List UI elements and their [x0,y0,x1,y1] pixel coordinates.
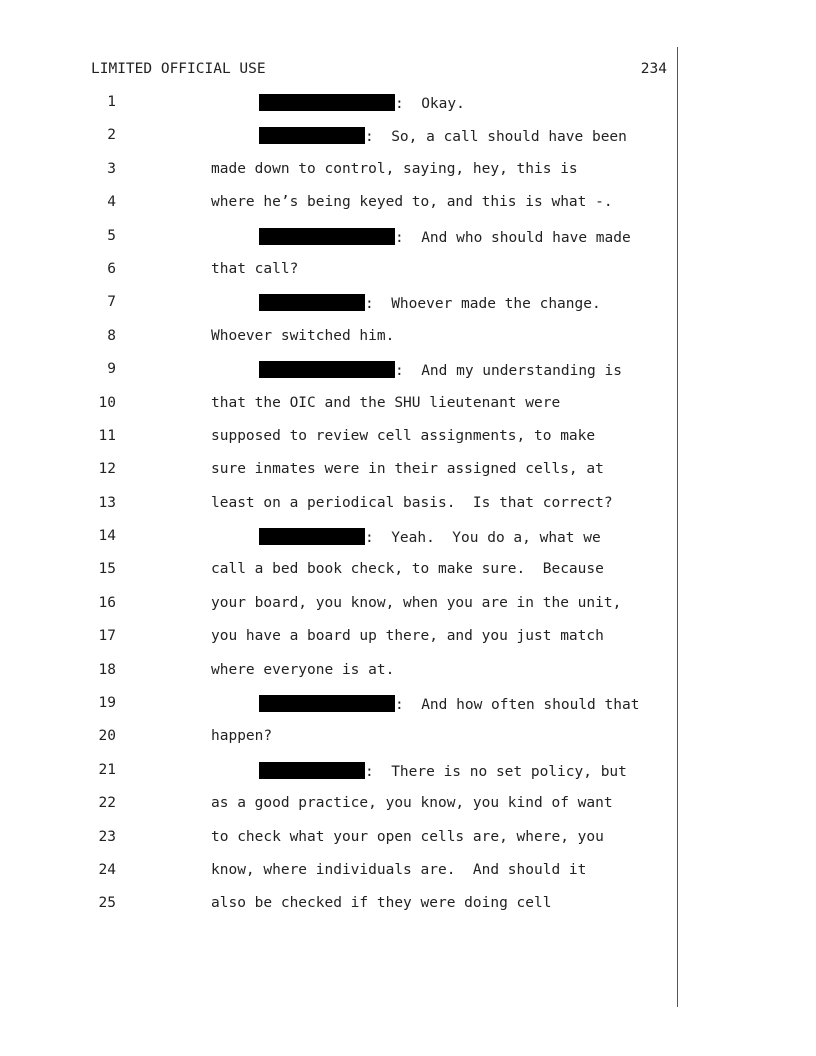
transcript-line [0,528,816,561]
line-number: 19 [98,695,116,712]
transcript-line [0,628,816,661]
transcript-line [0,94,816,127]
speaker-turn [259,294,601,312]
line-number: 4 [107,194,116,211]
line-number: 24 [98,861,116,878]
redacted-speaker-name [259,361,395,378]
redacted-speaker-name [259,94,395,111]
speaker-turn [259,695,639,713]
transcript-line [0,161,816,194]
line-text: to check what your open cells are, where, you [211,828,604,845]
page-number: 234 [640,61,667,77]
line-text: you have a board up there, and you just match [211,628,604,645]
line-number: 8 [107,327,116,344]
transcript-line [0,395,816,428]
redacted-speaker-name [259,762,365,779]
speaker-turn [259,528,601,546]
transcript-line [0,261,816,294]
line-number: 15 [98,561,116,578]
speaker-turn [259,762,627,780]
transcript-line [0,895,816,928]
line-number: 14 [98,528,116,545]
line-number: 17 [98,628,116,645]
line-number: 25 [98,895,116,912]
line-text: : Okay. [395,96,465,112]
line-number: 22 [98,795,116,812]
line-text: : So, a call should have been [365,129,627,146]
transcript-line [0,795,816,828]
line-number: 13 [98,494,116,511]
line-number: 3 [107,160,116,177]
line-text: where everyone is at. [211,661,395,678]
line-text: least on a periodical basis. Is that correct? [211,494,613,511]
line-text: your board, you know, when you are in the unit, [211,594,622,611]
line-text: : And who should have made [395,229,631,246]
transcript-line [0,294,816,327]
transcript-line [0,461,816,494]
line-text: sure inmates were in their assigned cells, at [211,461,604,478]
line-number: 16 [98,594,116,611]
line-text: where he’s being keyed to, and this is what -. [211,194,613,211]
transcript-line [0,595,816,628]
transcript-lines [0,94,816,929]
line-number: 2 [107,127,116,144]
line-text: know, where individuals are. And should it [211,861,587,878]
redacted-speaker-name [259,695,395,712]
transcript-line [0,762,816,795]
redacted-speaker-name [259,528,365,545]
redacted-speaker-name [259,127,365,144]
transcript-line [0,662,816,695]
transcript-line [0,428,816,461]
line-number: 20 [98,728,116,745]
line-number: 23 [98,828,116,845]
line-number: 9 [107,361,116,378]
line-text: that call? [211,260,299,277]
transcript-line [0,862,816,895]
line-text: : And my understanding is [395,363,622,380]
speaker-turn [259,94,465,112]
line-text: supposed to review cell assignments, to make [211,427,596,444]
speaker-turn [259,361,622,379]
line-number: 10 [98,394,116,411]
line-number: 12 [98,461,116,478]
line-number: 6 [107,260,116,277]
transcript-line [0,194,816,227]
transcript-line [0,495,816,528]
line-text: also be checked if they were doing cell [211,895,552,912]
line-text: : There is no set policy, but [365,763,627,780]
line-number: 18 [98,661,116,678]
line-text: : Whoever made the change. [365,296,601,313]
redacted-speaker-name [259,294,365,311]
line-number: 21 [98,761,116,778]
transcript-line [0,328,816,361]
line-text: Whoever switched him. [211,327,395,344]
transcript-line [0,695,816,728]
transcript-line [0,127,816,160]
line-text: as a good practice, you know, you kind of want [211,795,613,812]
transcript-line [0,829,816,862]
line-number: 1 [107,94,116,110]
line-text: call a bed book check, to make sure. Because [211,561,604,578]
transcript-line [0,361,816,394]
header-classification: LIMITED OFFICIAL USE [91,61,266,77]
line-number: 7 [107,294,116,311]
line-text: happen? [211,728,273,745]
line-number: 11 [98,427,116,444]
line-text: : Yeah. You do a, what we [365,530,601,547]
speaker-turn [259,127,627,145]
transcript-line [0,561,816,594]
line-text: that the OIC and the SHU lieutenant were [211,394,561,411]
redacted-speaker-name [259,228,395,245]
transcript-line [0,728,816,761]
line-text: : And how often should that [395,697,640,714]
transcript-line [0,228,816,261]
speaker-turn [259,228,631,246]
line-number: 5 [107,227,116,244]
line-text: made down to control, saying, hey, this is [211,160,578,177]
